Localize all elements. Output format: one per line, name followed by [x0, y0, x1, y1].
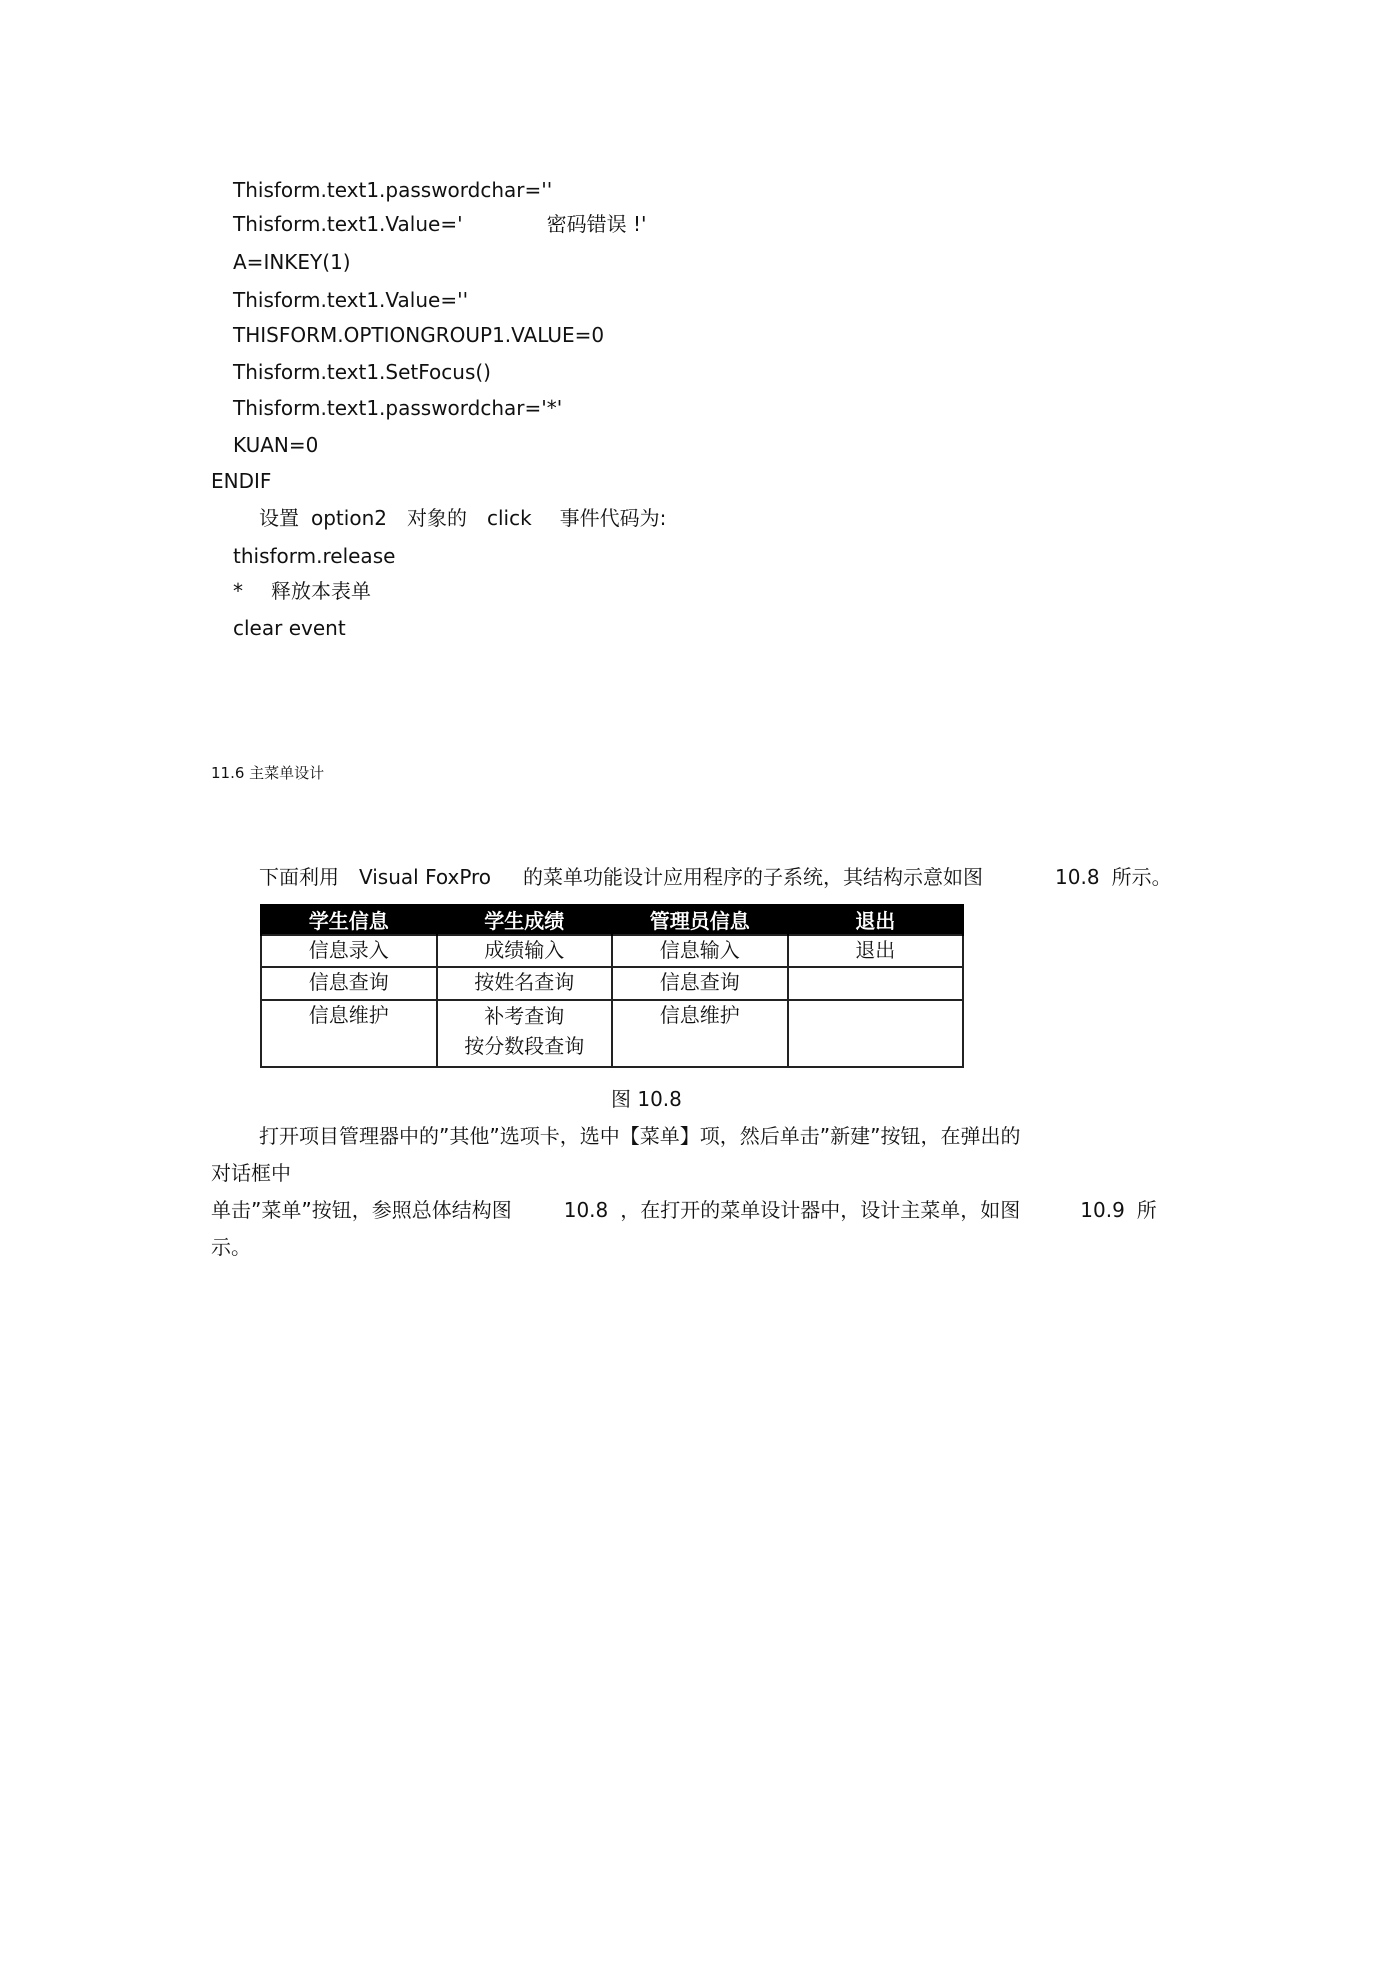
text: 10.9: [1080, 1198, 1125, 1222]
column-header: 管理员信息: [612, 904, 788, 935]
column-header: 学生信息: [261, 904, 437, 935]
text: Visual FoxPro: [359, 865, 492, 889]
code-line: thisform.release: [233, 544, 396, 568]
text: 设置: [259, 506, 299, 530]
code-line: THISFORM.OPTIONGROUP1.VALUE=0: [233, 323, 605, 347]
cell-line: 按分数段查询: [464, 1033, 585, 1058]
code-text: *: [233, 579, 243, 603]
code-line: Thisform.text1.passwordchar='*': [233, 396, 563, 420]
text: 下面利用: [259, 865, 339, 889]
paragraph-line: 示。: [211, 1235, 251, 1259]
menu-structure-table: [260, 904, 964, 1068]
table-cell: 信息查询: [612, 967, 788, 999]
column-header: 退出: [788, 904, 964, 935]
table-cell: 信息维护: [612, 1000, 788, 1067]
code-line: A=INKEY(1): [233, 250, 351, 274]
table-cell: [788, 1000, 964, 1067]
text: option2: [311, 506, 387, 530]
table-cell: 成绩输入: [437, 935, 613, 967]
table-row: [261, 967, 963, 999]
text: 所示。: [1111, 865, 1172, 889]
option2-description: [259, 506, 666, 530]
paragraph-line: 打开项目管理器中的”其他”选项卡，选中【菜单】项，然后单击”新建”按钮，在弹出的: [259, 1124, 1021, 1148]
code-line: [233, 212, 646, 236]
table-cell: 信息维护: [261, 1000, 437, 1067]
section-heading: 11.6 主菜单设计: [211, 764, 325, 782]
code-line: [233, 579, 371, 603]
code-line: ENDIF: [211, 469, 272, 493]
table-row: [261, 935, 963, 967]
table-header-row: [261, 904, 963, 935]
table-cell: 信息输入: [612, 935, 788, 967]
table-row: [261, 1000, 963, 1067]
paragraph-line: [211, 1198, 1157, 1222]
text: click: [486, 506, 532, 530]
code-line: Thisform.text1.Value='': [233, 288, 469, 312]
code-text: Thisform.text1.Value=': [233, 212, 463, 236]
text: 事件代码为:: [559, 506, 667, 530]
table-cell: 按姓名查询: [437, 967, 613, 999]
table-cell: 信息查询: [261, 967, 437, 999]
code-line: Thisform.text1.passwordchar='': [233, 178, 553, 202]
intro-paragraph: [259, 865, 1172, 889]
text: 单击”菜单”按钮，参照总体结构图: [211, 1198, 512, 1222]
text: 对象的: [406, 506, 467, 530]
table-cell: 退出: [788, 935, 964, 967]
code-line: Thisform.text1.SetFocus(): [233, 360, 491, 384]
table-cell: [437, 1000, 613, 1067]
table-cell: 信息录入: [261, 935, 437, 967]
code-line: KUAN=0: [233, 433, 319, 457]
code-text: 密码错误 !': [546, 212, 647, 236]
text: 10.8: [1055, 865, 1100, 889]
text: ，在打开的菜单设计器中，设计主菜单，如图: [620, 1198, 1021, 1222]
cell-line: 补考查询: [484, 1003, 565, 1028]
figure-caption: 图 10.8: [611, 1087, 682, 1111]
text: 所: [1136, 1198, 1157, 1222]
column-header: 学生成绩: [437, 904, 613, 935]
table-cell: [788, 967, 964, 999]
text: 10.8: [563, 1198, 609, 1222]
code-line: clear event: [233, 616, 346, 640]
code-comment: 释放本表单: [271, 579, 371, 603]
paragraph-line: 对话框中: [211, 1161, 291, 1185]
text: 的菜单功能设计应用程序的子系统，其结构示意如图: [523, 865, 984, 889]
